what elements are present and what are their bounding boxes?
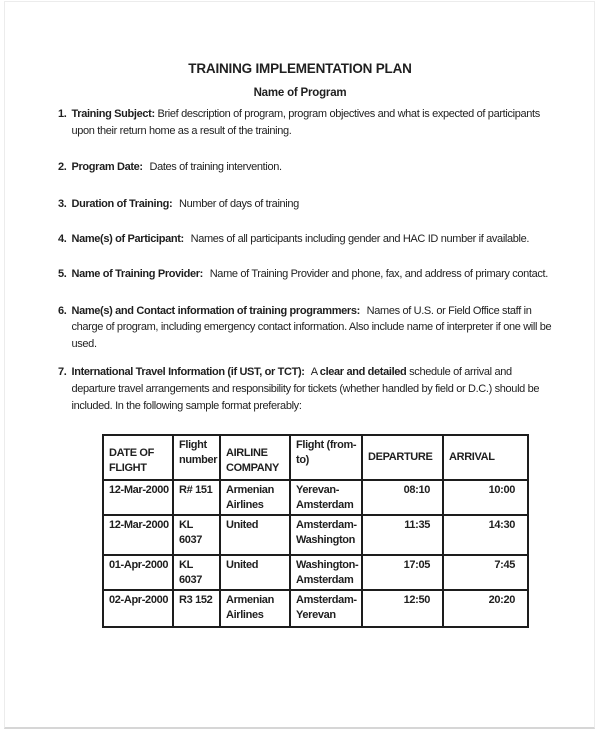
cell-flight-number: KL 6037	[173, 515, 220, 555]
item-text	[72, 106, 554, 139]
item-number: 5.	[58, 267, 67, 280]
list-item-participants	[0, 231, 600, 248]
list-item-training-provider	[0, 266, 600, 283]
item-label: Name of Training Provider:	[71, 267, 203, 280]
list-item-training-subject	[0, 106, 600, 139]
cell-departure: 17:05	[362, 555, 443, 590]
table-header-row	[103, 435, 528, 480]
cell-arrival: 14:30	[443, 515, 528, 555]
cell-date: 02-Apr-2000	[103, 590, 173, 627]
item-number: 1.	[58, 108, 67, 120]
cell-date: 12-Mar-2000	[103, 515, 173, 555]
page-title: TRAINING IMPLEMENTATION PLAN	[188, 61, 412, 76]
item-description: Brief description of program, program objectives and what is expected of participants upon their return home as a result of the training.	[71, 108, 540, 137]
flight-schedule-table	[102, 434, 529, 628]
table-row	[103, 515, 528, 555]
cell-arrival: 7:45	[443, 555, 528, 590]
cell-departure: 12:50	[362, 590, 443, 627]
item-label: Name(s) and Contact information of training programmers:	[71, 304, 360, 317]
cell-route: Amsterdam-Washington	[290, 515, 362, 555]
item-lead: A	[310, 366, 318, 379]
cell-airline: United	[220, 555, 290, 590]
cell-airline: Armenian Airlines	[220, 590, 290, 627]
column-header-flight-number: Flight number	[173, 435, 220, 480]
item-description: schedule of arrival and departure travel arrangements and responsibility for tickets (whether handled by field or D.C.) should be included. In the following sample format preferably:	[71, 366, 540, 412]
item-text	[72, 303, 554, 353]
table-row	[103, 480, 528, 515]
item-bold-phrase: clear and detailed	[319, 366, 407, 379]
cell-route: Yerevan-Amsterdam	[290, 480, 362, 515]
cell-arrival: 20:20	[443, 590, 528, 627]
table-row	[103, 590, 528, 627]
list-item-program-date	[0, 159, 600, 176]
item-label: Name(s) of Participant:	[71, 233, 184, 246]
column-header-departure: DEPARTURE	[362, 435, 443, 480]
cell-departure: 11:35	[362, 515, 443, 555]
cell-arrival: 10:00	[443, 480, 528, 515]
flight-table-header	[103, 435, 528, 480]
cell-date: 12-Mar-2000	[103, 480, 173, 515]
item-text	[72, 159, 554, 176]
item-label: Program Date:	[71, 161, 143, 174]
column-header-date-of-flight: DATE OF FLIGHT	[103, 435, 173, 480]
item-number: 2.	[58, 161, 67, 174]
item-description: Number of days of training	[179, 197, 299, 210]
item-label: Duration of Training:	[71, 197, 173, 210]
numbered-list	[0, 106, 600, 414]
cell-flight-number: R3 152	[173, 590, 220, 627]
table-row	[103, 555, 528, 590]
item-text	[72, 364, 554, 414]
cell-airline: Armenian Airlines	[220, 480, 290, 515]
item-label: Training Subject:	[71, 108, 155, 120]
cell-date: 01-Apr-2000	[103, 555, 173, 590]
column-header-airline-company: AIRLINE COMPANY	[220, 435, 290, 480]
item-text	[72, 196, 554, 213]
item-description: Name of Training Provider and phone, fax, and address of primary contact.	[209, 267, 548, 280]
cell-departure: 08:10	[362, 480, 443, 515]
item-description: Dates of training intervention.	[149, 161, 282, 174]
column-header-arrival: ARRIVAL	[443, 435, 528, 480]
item-text	[72, 266, 554, 283]
cell-route: Washington-Amsterdam	[290, 555, 362, 590]
item-number: 7.	[58, 366, 67, 379]
cell-flight-number: KL 6037	[173, 555, 220, 590]
cell-flight-number: R# 151	[173, 480, 220, 515]
flight-table-body	[103, 480, 528, 627]
page-subtitle: Name of Program	[253, 87, 347, 99]
list-item-training-programmers	[0, 303, 600, 353]
cell-airline: United	[220, 515, 290, 555]
item-text	[72, 231, 554, 248]
item-number: 3.	[58, 197, 67, 210]
item-description: Names of U.S. or Field Office staff in charge of program, including emergency contact information. Also include name of interpreter if one will be used.	[71, 304, 552, 350]
item-label: International Travel Information (if UST, or TCT):	[71, 366, 305, 379]
list-item-duration	[0, 196, 600, 213]
item-description: Names of all participants including gender and HAC ID number if available.	[190, 233, 530, 246]
item-number: 4.	[58, 233, 67, 246]
column-header-flight-from-to: Flight (from-to)	[290, 435, 362, 480]
list-item-travel-information	[0, 364, 600, 414]
item-number: 6.	[58, 304, 67, 317]
cell-route: Amsterdam-Yerevan	[290, 590, 362, 627]
